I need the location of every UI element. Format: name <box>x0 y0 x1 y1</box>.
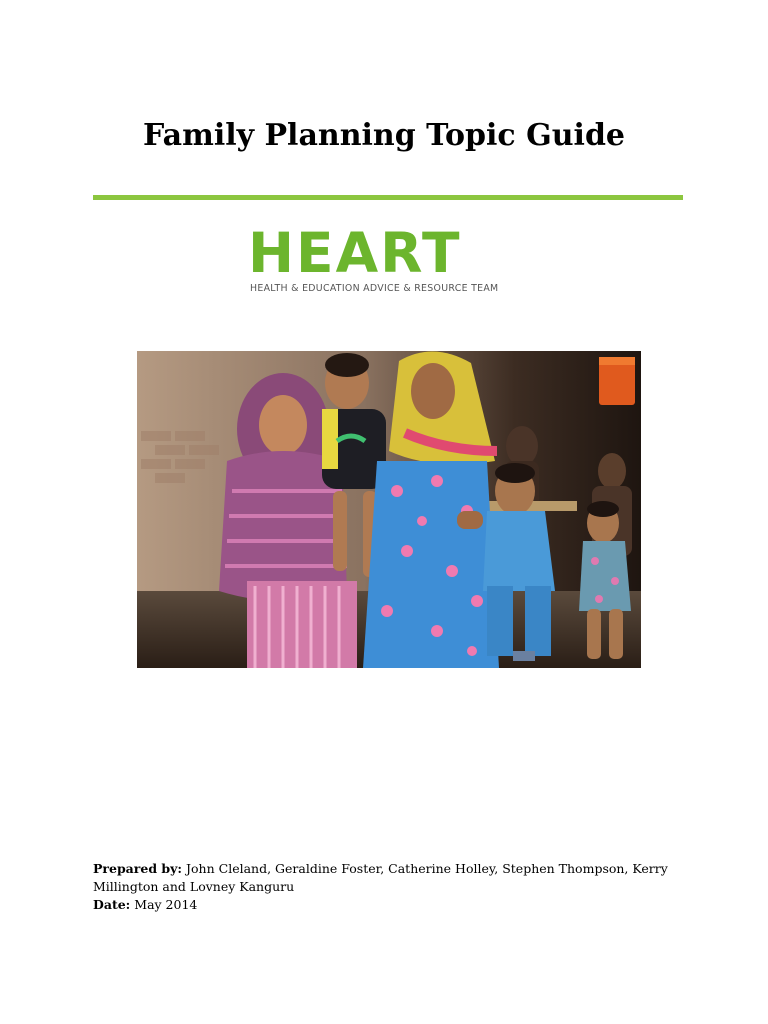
cover-photo-illustration <box>137 351 641 668</box>
cover-photo <box>137 351 641 668</box>
document-metadata <box>93 860 673 914</box>
date-line <box>93 896 673 914</box>
logo-tagline: HEALTH & EDUCATION ADVICE & RESOURCE TEAM <box>250 283 499 294</box>
document-title: Family Planning Topic Guide <box>142 118 626 153</box>
logo-wordmark: HEART <box>248 221 462 285</box>
date-value: May 2014 <box>134 897 198 912</box>
date-label: Date: <box>93 897 131 912</box>
heart-logo <box>248 221 530 298</box>
prepared-by-line <box>93 860 673 896</box>
prepared-by-authors: John Cleland, Geraldine Foster, Catherine Holley, Stephen Thompson, Kerry Millington and Lovney Kanguru <box>93 861 668 894</box>
title-divider <box>93 195 683 200</box>
prepared-by-label: Prepared by: <box>93 861 183 876</box>
